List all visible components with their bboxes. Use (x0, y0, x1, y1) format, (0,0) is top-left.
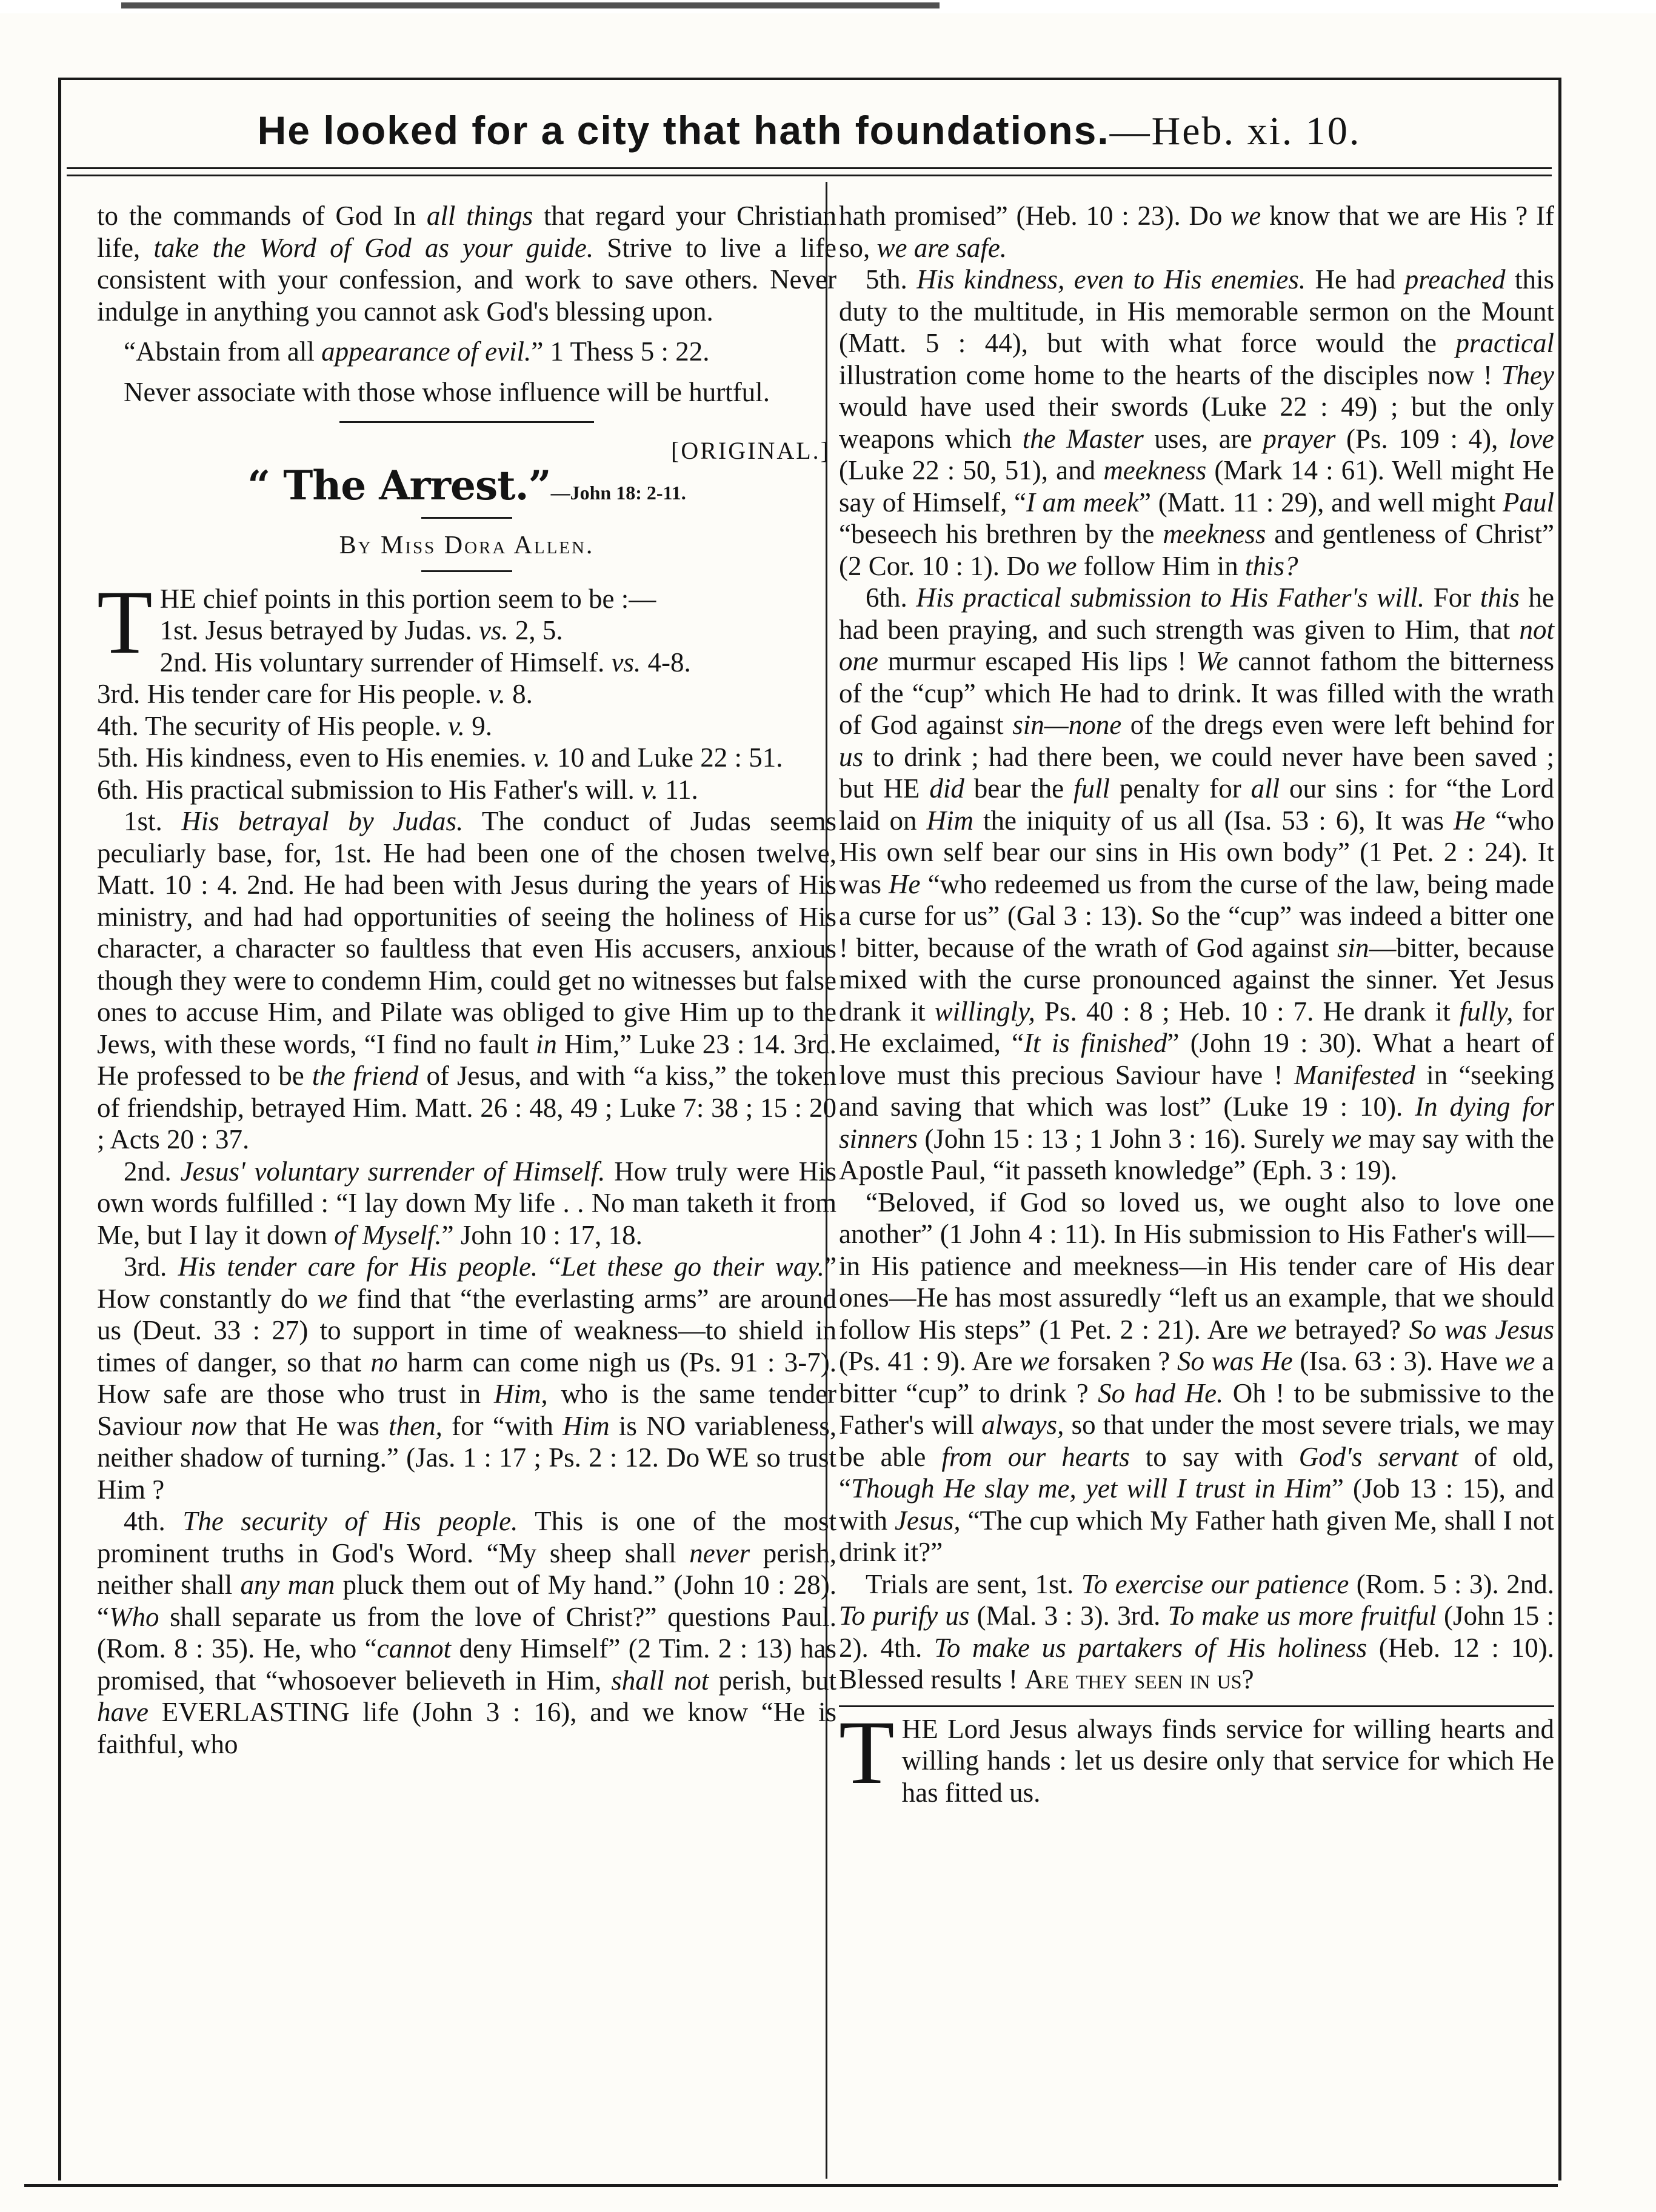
list-item: 3rd. His tender care for His people. v. 8. (97, 679, 533, 709)
closing-paragraph: THE Lord Jesus always finds service for willing hearts and willing hands : let us desire only that service for which He has fitted us. (839, 1702, 1554, 1808)
running-header (67, 103, 1552, 158)
list-item: 4th. The security of His people. v. 9. (97, 710, 492, 741)
right-column (839, 200, 1554, 1808)
original-tag: [ORIGINAL.] (671, 437, 830, 464)
paragraph: 4th. The security of His people. This is one of the most prominent truths in God's Word. “My sheep shall never perish, neither shall any man pluck them out of My hand.” (John 10 : 28). “Who shall separate us from the love of Christ?” questions Paul. (Rom. 8 : 35). He, who “cannot deny Himself” (2 Tim. 2 : 13) has promised, that “whosoever believeth in Him, shall not perish, but have EVERLASTING life (John 3 : 16), and we know “He is faithful, who (97, 1506, 837, 1759)
chief-points-list (97, 571, 836, 806)
page-top-smudge (121, 2, 940, 8)
drop-cap: T (97, 571, 153, 673)
drop-cap: T (839, 1702, 895, 1803)
left-column (97, 200, 836, 1760)
paragraph: 2nd. Jesus' voluntary surrender of Himself. How truly were His own words fulfilled : “I lay down My life . . No man taketh it from Me, but I lay it down of Myself.” John 10 : 17, 18. (97, 1156, 837, 1250)
quote: “Abstain from all appearance of evil.” 1 Thess 5 : 22. (124, 336, 710, 367)
list-item: 5th. His kindness, even to His enemies. v. 10 and Luke 22 : 51. (97, 742, 783, 773)
closing-rule (839, 1705, 1554, 1707)
list-item: 6th. His practical submission to His Father's will. v. 11. (97, 774, 698, 805)
paragraph: hath promised” (Heb. 10 : 23). Do we know that we are His ? If so, we are safe. (839, 201, 1554, 263)
paragraph: Never associate with those whose influence will be hurtful. (124, 376, 770, 407)
list-item: 1st. Jesus betrayed by Judas. vs. 2, 5. (159, 615, 563, 645)
header-reference: —Heb. xi. 10. (1109, 109, 1361, 153)
title-rule (421, 517, 512, 519)
header-rule-1 (67, 167, 1552, 169)
paragraph: 6th. His practical submission to His Father's will. For this he had been praying, and such strength was given to Him, that not one murmur escaped His lips ! We cannot fathom the bitterness of the “cup” which He had to drink. It was filled with the wrath of God against sin—none of the dregs even were left behind for us to drink ; had there been, we could never have been saved ; but HE did bear the full penalty for all our sins : for “the Lord laid on Him the iniquity of us all (Isa. 53 : 6), It was He “who His own self bear our sins in His own body” (1 Pet. 2 : 24). It was He “who redeemed us from the curse of the law, being made a curse for us” (Gal 3 : 13). So the “cup” was indeed a bitter one ! bitter, because of the wrath of God against sin—bitter, because mixed with the curse pronounced against the sinner. Yet Jesus drank it willingly, Ps. 40 : 8 ; Heb. 10 : 7. He drank it fully, for He exclaimed, “It is finished” (John 19 : 30). What a heart of love must this precious Saviour have ! Manifested in “seeking and saving that which was lost” (Luke 19 : 10). In dying for sinners (John 15 : 13 ; 1 John 3 : 16). Surely we may say with the Apostle Paul, “it passeth knowledge” (Eph. 3 : 19). (839, 582, 1555, 1185)
paragraph: Trials are sent, 1st. To exercise our patience (Rom. 5 : 3). 2nd. To purify us (Mal. 3 : 3). 3rd. To make us more fruitful (John 15 : 2). 4th. To make us partakers of His holiness (Heb. 12 : 10). Blessed results ! Are they seen in us? (839, 1568, 1554, 1694)
paragraph: to the commands of God In all things that regard your Christian life, take the Word of God as your guide. Strive to live a life consistent with your confession, and work to save others. Never indulge in anything you cannot ask God's blessing upon. (97, 201, 836, 327)
header-rule-2 (67, 175, 1552, 176)
byline: By Miss Dora Allen. (339, 531, 595, 559)
intro-line: THE chief points in this portion seem to be :— (97, 571, 656, 673)
header-text: He looked for a city that hath foundations. (257, 108, 1110, 153)
paragraph: 3rd. His tender care for His people. “Let these go their way.” How constantly do we find that “the everlasting arms” are around us (Deut. 33 : 27) to support in time of weakness—to shield in times of danger, so that no harm can come nigh us (Ps. 91 : 3-7). How safe are those who trust in Him, who is the same tender Saviour now that He was then, for “with Him is NO variableness, neither shadow of turning.” (Jas. 1 : 17 ; Ps. 2 : 12. Do WE so trust Him ? (97, 1251, 836, 1505)
section-rule (339, 421, 594, 423)
byline-rule (421, 570, 512, 572)
paragraph: “Beloved, if God so loved us, we ought also to love one another” (1 John 4 : 11). In His submission to His Father's will—in His patience and meekness—in His tender care of His dear ones—He has most assuredly “left us an example, that we should follow His steps” (1 Pet. 2 : 21). Are we betrayed? So was Jesus (Ps. 41 : 9). Are we forsaken ? So was He (Isa. 63 : 3). Have we a bitter “cup” to drink ? So had He. Oh ! to be submissive to the Father's will always, so that under the most severe trials, we may be able from our hearts to say with God's servant of old, “Though He slay me, yet will I trust in Him” (Job 13 : 15), and with Jesus, “The cup which My Father hath given Me, shall I not drink it?” (839, 1187, 1555, 1567)
frame-top-rule (58, 78, 1558, 80)
paragraph: 1st. His betrayal by Judas. The conduct of Judas seems peculiarly base, for, 1st. He had been one of the chosen twelve, Matt. 10 : 4. 2nd. He had been with Jesus during the years of His ministry, and had had opportunities of seeing the holiness of His character, a character so faultless that even His accusers, anxious though they were to condemn Him, could get no witnesses but false ones to accuse Him, and Pilate was obliged to give Him up to the Jews, with these words, “I find no fault in Him,” Luke 23 : 14. 3rd. He professed to be the friend of Jesus, and with “a kiss,” the token of friendship, betrayed Him. Matt. 26 : 48, 49 ; Luke 7: 38 ; 15 : 20 ; Acts 20 : 37. (97, 806, 837, 1154)
paragraph: 5th. His kindness, even to His enemies. He had preached this duty to the multitude, in His memorable sermon on the Mount (Matt. 5 : 44), but with what force would the practical illustration come home to the hearts of the disciples now ! They would have used their swords (Luke 22 : 49) ; but the only weapons which the Master uses, are prayer (Ps. 109 : 4), love (Luke 22 : 50, 51), and meekness (Mark 14 : 61). Well might He say of Himself, “I am meek” (Matt. 11 : 29), and well might Paul “beseech his brethren by the meekness and gentleness of Christ” (2 Cor. 10 : 1). Do we follow Him in this? (839, 264, 1554, 581)
article-title: “ The Arrest.”—John 18: 2-11. (247, 461, 686, 509)
frame-bottom-rule (24, 2184, 1558, 2187)
list-item: 2nd. His voluntary surrender of Himself. vs. 4-8. (159, 647, 691, 678)
